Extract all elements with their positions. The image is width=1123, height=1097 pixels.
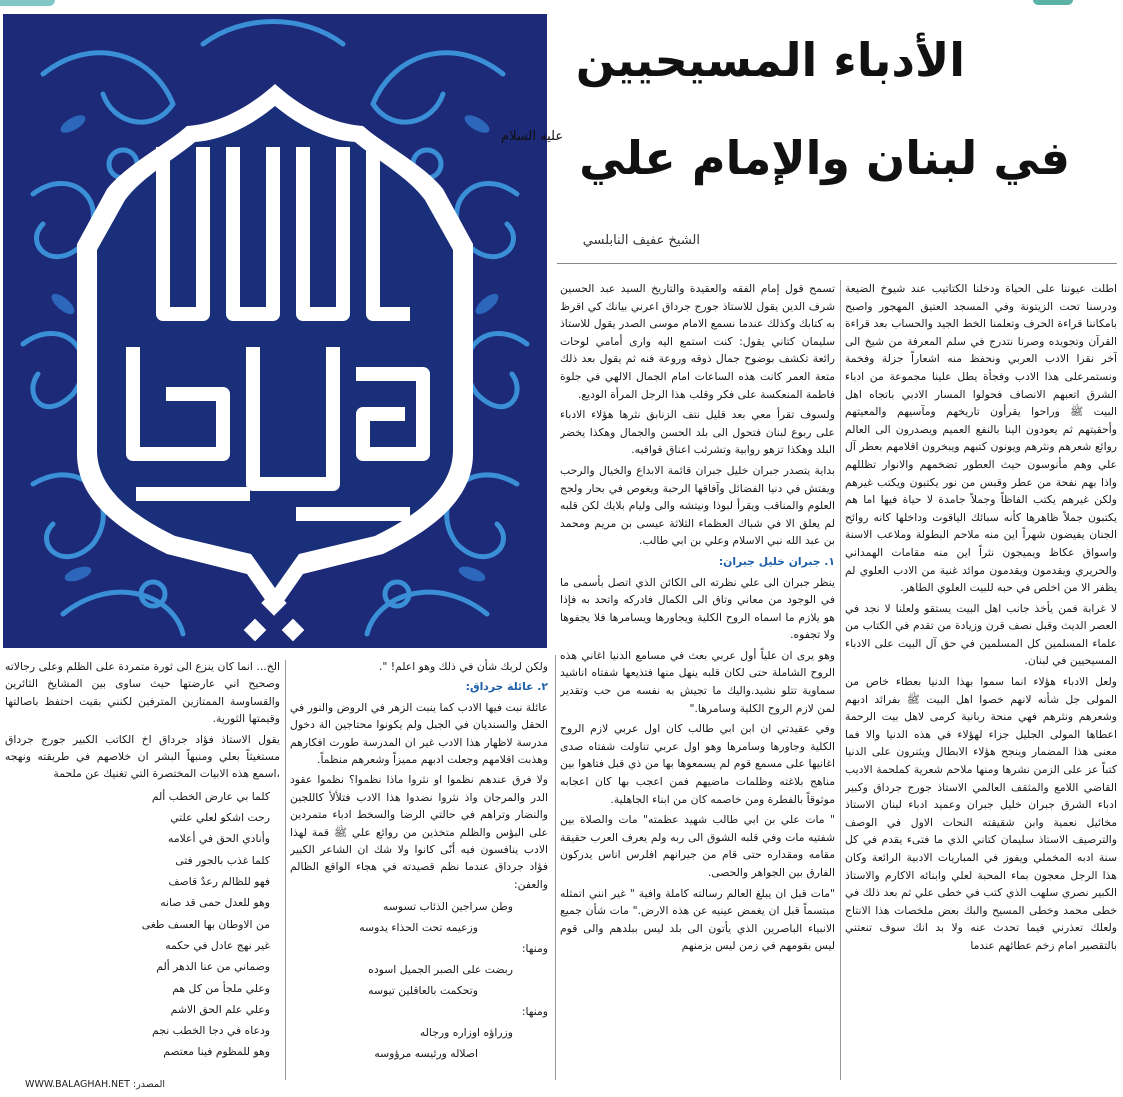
paragraph: بداية يتصدر جبران خليل جبران قائمة الابداع والخيال والرحب ويفتش في دنيا الفضائل وآفاقها الرحبة ويغوص في بحار ولجج العلوم والمناقب ويقرأ لبوذا ونيتشه والى وليام بلايك لكن قلبه لم يعلق الا في شباك العظماء الثلاثة عيسى بن مريم ومحمد بن عبد الله نبي الاسلام وعلي بن ابي طالب. (560, 463, 835, 548)
poem-verse: وأنادي الحق في أعلامه (168, 832, 270, 846)
paragraph: وفي عقيدتي ان ابن ابي طالب كان اول عربي لازم الروح الكلية وجاورها وسامرها وهو اول عربي تناولت شفتاه صدى اغانيها على مسمع قوم لم يسمعوها بها من ذي قبل فتاهوا بين مناهج بلاغته وظلمات ماضيهم فمن اعجب بها كان اعجابه موثوقاً بالفطرة ومن خاصمه كان من ابناء الجاهلية. (560, 722, 835, 806)
poem-verse: وهو للعدل حمى قد صانه (160, 896, 270, 910)
poem-verse: وهو للمظوم فينا معتصم (163, 1045, 270, 1059)
artwork-panel (3, 14, 547, 648)
paragraph: الخ... انما كان ينزع الى ثورة متمردة على الظلم وعلى رجالاته وصحيح اني عارضتها حيث ساوى بين المشايخ الثائرين والقساوسة الممتازين المترفين لكنني بقيت احتفظ باصالتها وقيمتها الثورية. (5, 660, 280, 726)
paragraph: عائلة نبت فيها الادب كما ينبت الزهر في الروض والنور في الحقل والسنديان في الجبل ولم يكونوا محتاجين الة دخول مدرسة لاظهار هذا الادب غير ان المدرسة طورت افكارهم وهذبت اقلامهم وجعلت ادبهم مميزاً وشعرهم منظماً. (290, 700, 548, 767)
poem-verse: وطن سراجين الذئاب تسوسه (383, 900, 513, 914)
corner-tab (0, 0, 55, 6)
paragraph: لا غرابة فمن يأخذ جانب اهل البيت يستقو ولعلنا لا نجد في العصر الديث وقبل نصف قرن وزيادة من تقدم في الكتاب من علماء المسلمين كل المسلمين في حق آل البيت على الادباء المسيحيين في لبنان. (845, 601, 1117, 668)
poem-verse: ومنها: (521, 1005, 548, 1019)
poem-verse: وصماني من عنا الدهر ألم (156, 960, 270, 974)
paragraph: ولكن لربك شأن في ذلك وهو اعلم! ". (378, 660, 548, 673)
poem (5, 786, 280, 1063)
calligraphy-word: علويه (273, 44, 277, 45)
poem-verse: وعلي ملجأ من كل هم (172, 981, 270, 995)
poem-verse: وزعيمه تحت الحذاء يدوسه (359, 921, 478, 935)
paragraph: ولسوف تقرأ معي بعد قليل نتف الزنابق نثرها هؤلاء الادباء على ربوع لبنان فتحول الى بلد الحسن والجمال وهكذا يخضر البلد وهكذا تزهو روابية وتشرئب اعناق قوافيه. (560, 408, 835, 457)
poem-verse: وزراؤه اوزاره ورجاله (419, 1026, 513, 1040)
poem-verse: رحت اشكو لعلي علتي (170, 811, 270, 825)
section-heading: ١. جبران خليل جبران: (718, 554, 835, 568)
article-column-bottom-middle (290, 658, 548, 1088)
poem-verse: ومنها: (521, 942, 548, 956)
paragraph: " مات علي بن ابي طالب شهيد عظمته" مات والصلاة بين شفتيه مات وفي قلبه الشوق الى ربه ولم يعرف العرب حقيقة مقامه ومقداره حتى قام من جيرانهم افلرس اناس يدركون الفارق بين الجواهر والحصى. (560, 813, 835, 879)
paragraph: ينظر جبران الى علي نظرته الى الكائن الذي اتصل بأسمى ما في الوجود من معاني وتاق الى الكمال فادركه واتحد به فإذا هو يلازم ما اسماه الروح الكلية ويجاورها ويسامرها فلا يجفوها ولا تجفوه. (560, 575, 835, 642)
poem-verse: غير نهج عادل في حكمه (165, 938, 270, 952)
poem-verse: اصلاله ورئيسه مرؤوسه (374, 1047, 478, 1061)
poem (290, 896, 548, 1064)
poem-verse: كلما بي عارض الخطب ألم (151, 789, 270, 803)
poem-verse: وعلي علم الحق الاشم (170, 1002, 270, 1016)
section-heading: ٢. عائلة جرداق: (465, 680, 548, 694)
honorific-sign: عليه السلام (501, 129, 564, 144)
article-title-line2 (501, 128, 1070, 188)
poem-verse: كلما غذب بالجور فتى (175, 853, 270, 867)
column-divider (285, 660, 286, 1080)
corner-tab-right (1033, 0, 1073, 5)
poem-verse: وتحكمت بالعاقلين تيوسه (368, 984, 478, 998)
paragraph: "مات قبل ان يبلغ العالم رسالته كاملة وافية " غير انني اتمثله مبتسماً قبل ان يغمض عينيه عن هذه الارض." مات شأن جميع الانبياء الباصرين الذي يأتون الى بلد ليس ببلدهم والى قوم ليس بقومهم في زمن ليس بزمنهم (560, 886, 835, 953)
article-column-middle (560, 280, 835, 1085)
paragraph: ولعل الادباء هؤلاء انما سموا بهذا الدنيا بعطاء خاص من المولى جل شأنه لانهم خصوا اهل البيت ﷺ بفرائد ادبهم وشعرهم ونثرهم فهي منحة ربانية كرمى لاهل بيت الرحمة اعطاها المولى الجليل جزاء لهؤلاء في هذه الدنيا والا فما معنى هذا المضمار وينجح هؤلاء الابطال ويثنرون على الدنيا كتباً عز على الزمن نشرها ومنها ملاحم شعرية كملحمة الاديب القاضي اللامع والمثقف العالمي الاستاذ جورج جرداق وكبير ادباء الشرق جبران خليل جبران وعميد ادباء لبنان الاستاذ مخائيل نعمية وابن شقيقته النحات الاول في الوصف والترصيف الاستاذ سليمان كتاني الذي ما فتىء يقدم في كل سنة ادبه المخملي ويفوز في المباريات الادبية الرائعة وكان هذا الرجل معجون بماء المحبة لعلي وابنائه الاكارم والاستاذ الكبير نصري سلهب الذي كتب في خطى علي ثم بعد ذلك في خطى محمد وخطى المسيح والبك بعض ملخصات هذا الانتاج ولعلك تعذرني فيما تحدث عنه ولا بد انك سوف تنعتني بالتقصير امام زخم عطائهم عندما (845, 675, 1117, 952)
poem-verse: من الاوطان بها العسف طغى (141, 917, 270, 931)
poem-verse: ربضت على الصبر الجميل اسوده (368, 963, 513, 977)
poem-verse: ودعاه في دجا الخطب نجم (152, 1024, 270, 1038)
author-name: الشيخ عفيف النابلسي (582, 233, 700, 248)
source-credit[interactable]: المصدر: WWW.BALAGHAH.NET (25, 1079, 165, 1090)
column-divider (840, 280, 841, 1080)
article-title-line2-text: في لبنان والإمام علي (579, 131, 1070, 185)
article-column-bottom-left (5, 658, 280, 1078)
calligraphy-artwork (3, 14, 547, 648)
paragraph: يقول الاستاذ فؤاد جرداق اخ الكاتب الكبير جورج جرداق مستغيثاً بعلي ومنبهاً البشر ان خلاصهم في طريقته ونهجه ،اسمع هذه الابيات المختصرة التي تغنيك عن ملحمة (5, 732, 280, 781)
paragraph: اطلت عيوننا على الحياة ودخلنا الكتاتيب عند شيوخ الضيعة ودرسنا تحت الزيتونة وفي المسجد العتيق المهجور واصبح بامكاننا قراءة الحرف وتعلمنا الخط الجيد والحساب بعد قراءة القرآن وتجويده وصرنا نتدرج في سلم المعرفة من شيخ الى آخر نقرا الادب العربي ونحفظ منه اشعاراً جزلة وفخمة ونستمرعلى هذا الادب وفجأة يطل علينا مجموعة من ادباء الشرق اتعبهم الانصاف فحولوا المسار الادبي باتجاه اهل البيت ﷺ وراحوا يقرأون تاريخهم ومآسيهم والمعيتهم وأحقيتهم ثم يعودون الينا بالنفع العميم ويصدرون الى العالم روائع شعرهم ونثرهم ويونون كتبهم ويبخرون اقلامهم بعطر آل علي وهم مأنوسون حيث العطور تضخمهم والانوار تظللهم واذا بهم نفحة من عطر وقبس من نور يكتبون ويكتب غيرهم ولكن غيرهم يكتب الفاظاً وجملاً جامدة لا حياة فيها اما هم يكتبون جملاً ظاهرها كأنه سبائك الياقوت وداخلها كانه روائح الجنان يفيضون شهراً اين منه ملاحم البطولة وملاعب الاسنة واسواق عكاظ ويميجون نثراً اين منه مقامات الهمداني والحريري ويقدمون ويقدمون موائد غنية من الادب العلوي لم يظفر الا من اخلص في حبه للبيت العلوي الطاهر. (845, 282, 1117, 595)
article-title-line1: الأدباء المسيحيين (575, 33, 965, 87)
title-rule (557, 263, 1117, 264)
paragraph: ولا فرق عندهم نظموا او نثروا ماذا نظموا؟ نظموا عقود الدر والمرجان واذ نثروا نضدوا هذا الادب فتلألأ كاللجين والنضار وتراهم في حالتي الرضا والسخط ادباء متمردين على البؤس والظلم متخذين من روائع علي ﷺ قمة لهذا الادب ينافسون فيه أنّى كانوا ولا شك ان الشاعر الكبير فؤاد جرداق عندما نظم قصيدته في هجاء الواقع الظالم والعفن: (290, 773, 548, 891)
column-divider (555, 655, 556, 1080)
paragraph: تسمح قول إمام الفقه والعقيدة والتاريخ السيد عبد الحسين شرف الدين يقول للاستاذ جورج جرداق اعرني بيانك كي اقرظ به كتابك وكذلك عندما نسمع الامام موسى الصدر يقول للاستاذ سليمان كتاني يقول: كنت استمع اليه وارى أمامي لوحات رائعة تكشف بوضوح جمال ذوقه وروعة فنه ثم يقول بعد ذلك متعة العمر كانت هذه الساعات امام الجمال الالهي في جلوة فاطمة المنعكسة على فكر وقلب هذا الرجل المرأة الوديع. (560, 282, 835, 401)
article-column-right (845, 280, 1117, 1085)
poem-verse: فهو للظالم رعدٌ قاصف (168, 875, 270, 889)
paragraph: وهو يرى ان علياً أول عربي بعث في مسامع الدنيا اغاني هذه الروح الشاملة حتى لكان قلبه ينهل منها فتذيعها شفتاه اناشيد سماوية تتلو نشيد.واليك ما تجيش به نفسه من حب وتقدير لمن لازم الروح الكلية وسامرها." (560, 648, 835, 715)
